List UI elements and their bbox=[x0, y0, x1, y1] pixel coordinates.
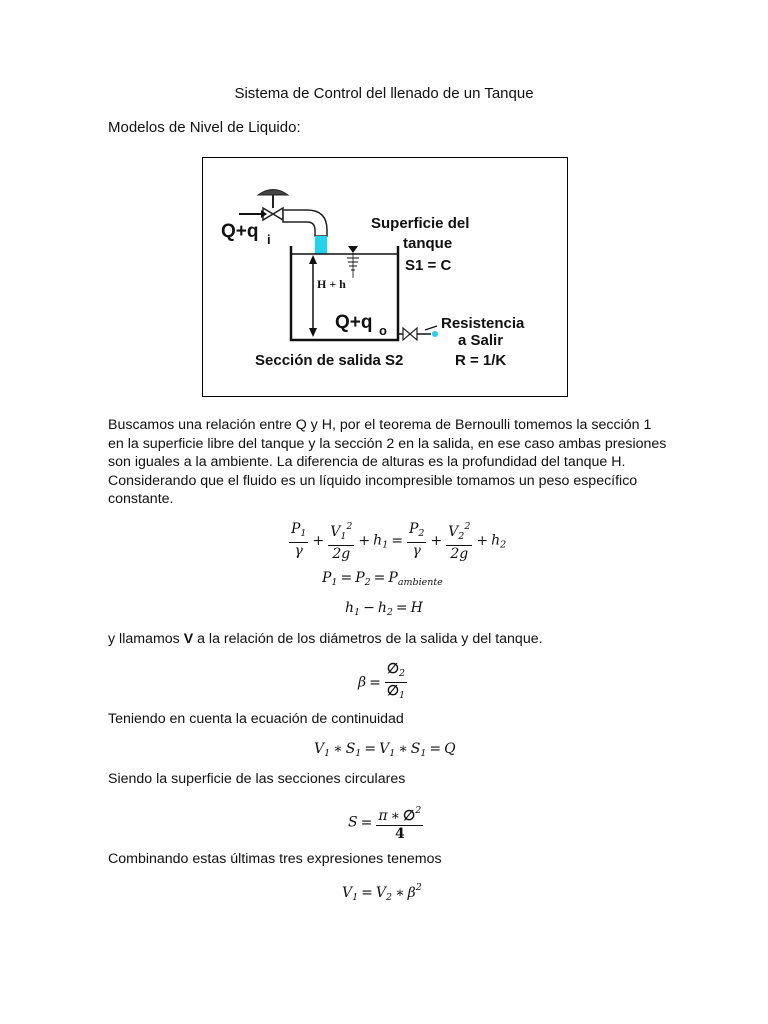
surface-marker-icon bbox=[348, 246, 358, 253]
line-combining: Combinando estas últimas tres expresiones tenemos bbox=[108, 851, 442, 867]
line-v-post: a la relación de los diámetros de la salida y del tanque. bbox=[193, 631, 543, 647]
line-v-bold: V bbox=[183, 631, 194, 647]
tank-diagram-svg bbox=[203, 158, 567, 396]
line-surface: Siendo la superficie de las secciones circulares bbox=[108, 771, 406, 787]
surface-label-3: S1 = C bbox=[405, 257, 452, 274]
equation-bernoulli: $\frac{P_1}{\gamma}$ + $\frac{V_1^2}{2g}$ + $h_1$ = $\frac{P_2}{\gamma}$ + $\frac{V_2^2}{2g}$ + $h_2$ bbox=[288, 518, 506, 563]
water-stream bbox=[315, 236, 327, 254]
outlet-label: Q+q bbox=[335, 312, 373, 333]
line-v-pre: y llamamos bbox=[108, 631, 184, 647]
tank-diagram bbox=[202, 157, 568, 397]
outlet-drop bbox=[432, 331, 438, 337]
equation-continuity: $V_1$ ∗ $S_1 = V_1$ ∗ $S_1 = Q$ bbox=[314, 741, 456, 759]
line-continuity: Teniendo en cuenta la ecuación de continuidad bbox=[108, 711, 404, 727]
ambiente-subscript: ambiente bbox=[397, 577, 443, 588]
section-heading: Modelos de Nivel de Liquido: bbox=[108, 119, 301, 136]
equation-height: $h_1 - h_2 = H$ bbox=[345, 600, 423, 618]
equation-final: $V_1 = V_2$ ∗ $\beta^2$ bbox=[342, 882, 422, 903]
paragraph-bernoulli: Buscamos una relación entre Q y H, por el teorema de Bernoulli tomemos la sección 1 en la superficie libre del tanque y la sección 2 en la salida, en ese caso ambas presiones son iguales a la ambiente. La diferencia de alturas es la profundidad del tanque H. Considerando que el fluido es un líquido incompresible tomamos un peso específico constante. bbox=[108, 417, 667, 508]
equation-beta: β = $\frac{\emptyset_2}{\emptyset_1}$ bbox=[358, 661, 406, 701]
outlet-valve-icon bbox=[403, 328, 417, 340]
inlet-label: Q+q bbox=[221, 221, 259, 242]
line-v-definition bbox=[108, 631, 543, 647]
resist-label-1: Resistencia bbox=[441, 315, 525, 332]
equation-pressure: $P_1 = P_2 = P_{ambiente}$ bbox=[322, 570, 443, 588]
surface-label-2: tanque bbox=[403, 235, 453, 252]
page-title: Sistema de Control del llenado de un Tanque bbox=[234, 85, 534, 102]
resist-label-2: a Salir bbox=[458, 332, 504, 349]
surface-label-1: Superficie del bbox=[371, 215, 470, 232]
inlet-sub: i bbox=[267, 232, 271, 247]
equation-surface: S = $\frac{\pi ∗ \emptyset^2}{4}$ bbox=[348, 802, 424, 843]
resist-label-3: R = 1/K bbox=[455, 352, 507, 369]
outlet-sub: o bbox=[379, 323, 387, 338]
inlet-pipe bbox=[283, 210, 327, 236]
section-label: Sección de salida S2 bbox=[255, 352, 404, 369]
valve-handle-icon bbox=[258, 190, 288, 196]
height-label: H + h bbox=[317, 277, 346, 291]
